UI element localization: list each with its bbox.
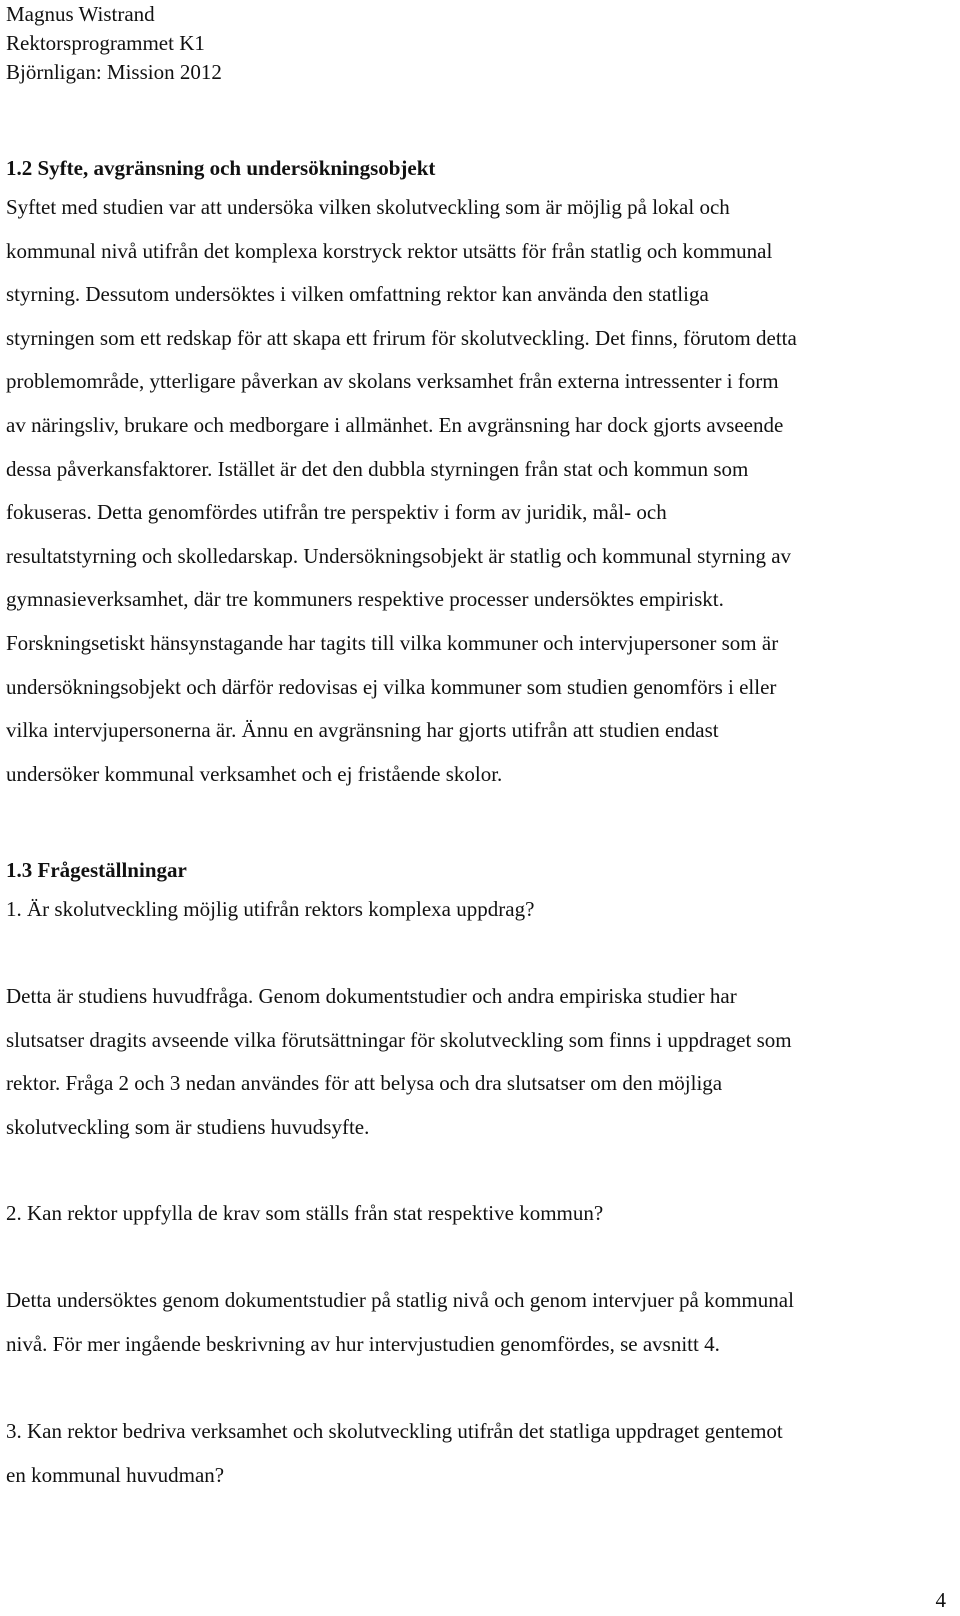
paragraph-line: vilka intervjupersonerna är. Ännu en avgränsning har gjorts utifrån att studien endast (6, 718, 719, 743)
header-author: Magnus Wistrand (6, 2, 155, 26)
paragraph-line: styrningen som ett redskap för att skapa ett frirum för skolutveckling. Det finns, förutom detta (6, 325, 797, 350)
paragraph-line: rektor. Fråga 2 och 3 nedan användes för att belysa och dra slutsatser om den möjliga (6, 1071, 723, 1096)
section-1-2-paragraph (6, 186, 946, 796)
paragraph-line: dessa påverkansfaktorer. Istället är det den dubbla styrningen från stat och kommun som (6, 456, 749, 481)
page-number: 4 (935, 1588, 946, 1612)
question-text: 3. Kan rektor bedriva verksamhet och skolutveckling utifrån det statliga uppdraget gentemot (6, 1419, 783, 1443)
paragraph-line: Detta undersöktes genom dokumentstudier på statlig nivå och genom intervjuer på kommunal (6, 1288, 794, 1312)
paragraph-line: Detta är studiens huvudfråga. Genom dokumentstudier och andra empiriska studier har (6, 984, 737, 1008)
question-2 (6, 1192, 946, 1236)
question-2-answer (6, 1279, 946, 1366)
paragraph-line: slutsatser dragits avseende vilka förutsättningar för skolutveckling som finns i uppdraget som (6, 1027, 792, 1052)
section-heading-1-3: 1.3 Frågeställningar (6, 858, 187, 882)
header-course: Björnligan: Mission 2012 (6, 60, 222, 84)
paragraph-line: styrning. Dessutom undersöktes i vilken omfattning rektor kan använda den statliga (6, 282, 709, 307)
page-header (6, 0, 222, 87)
question-1 (6, 888, 946, 932)
paragraph-line: Syftet med studien var att undersöka vilken skolutveckling som är möjlig på lokal och (6, 195, 730, 219)
question-text: 2. Kan rektor uppfylla de krav som ställs från stat respektive kommun? (6, 1201, 604, 1225)
question-3 (6, 1410, 946, 1497)
header-program: Rektorsprogrammet K1 (6, 31, 205, 55)
paragraph-line: undersökningsobjekt och därför redovisas ej vilka kommuner som studien genomförs i eller (6, 674, 777, 699)
paragraph-line: skolutveckling som är studiens huvudsyfte. (6, 1114, 370, 1139)
question-text: 1. Är skolutveckling möjlig utifrån rektors komplexa uppdrag? (6, 897, 535, 921)
paragraph-line: resultatstyrning och skolledarskap. Undersökningsobjekt är statlig och kommunal styrning av (6, 543, 792, 568)
section-heading-1-2: 1.2 Syfte, avgränsning och undersökningsobjekt (6, 156, 436, 180)
paragraph-line: kommunal nivå utifrån det komplexa korstryck rektor utsätts för från statlig och kommunal (6, 238, 773, 263)
paragraph-line: av näringsliv, brukare och medborgare i allmänhet. En avgränsning har dock gjorts avseende (6, 412, 784, 437)
paragraph-line: nivå. För mer ingående beskrivning av hur intervjustudien genomfördes, se avsnitt 4. (6, 1331, 720, 1356)
paragraph-line: problemområde, ytterligare påverkan av skolans verksamhet från externa intressenter i form (6, 369, 779, 394)
paragraph-line: undersöker kommunal verksamhet och ej fristående skolor. (6, 761, 503, 786)
question-1-answer (6, 975, 946, 1149)
paragraph-line: Forskningsetiskt hänsynstagande har tagits till vilka kommuner och intervjupersoner som är (6, 630, 779, 655)
question-text: en kommunal huvudman? (6, 1462, 225, 1487)
paragraph-line: fokuseras. Detta genomfördes utifrån tre perspektiv i form av juridik, mål- och (6, 500, 667, 525)
paragraph-line: gymnasieverksamhet, där tre kommuners respektive processer undersöktes empiriskt. (6, 587, 724, 612)
